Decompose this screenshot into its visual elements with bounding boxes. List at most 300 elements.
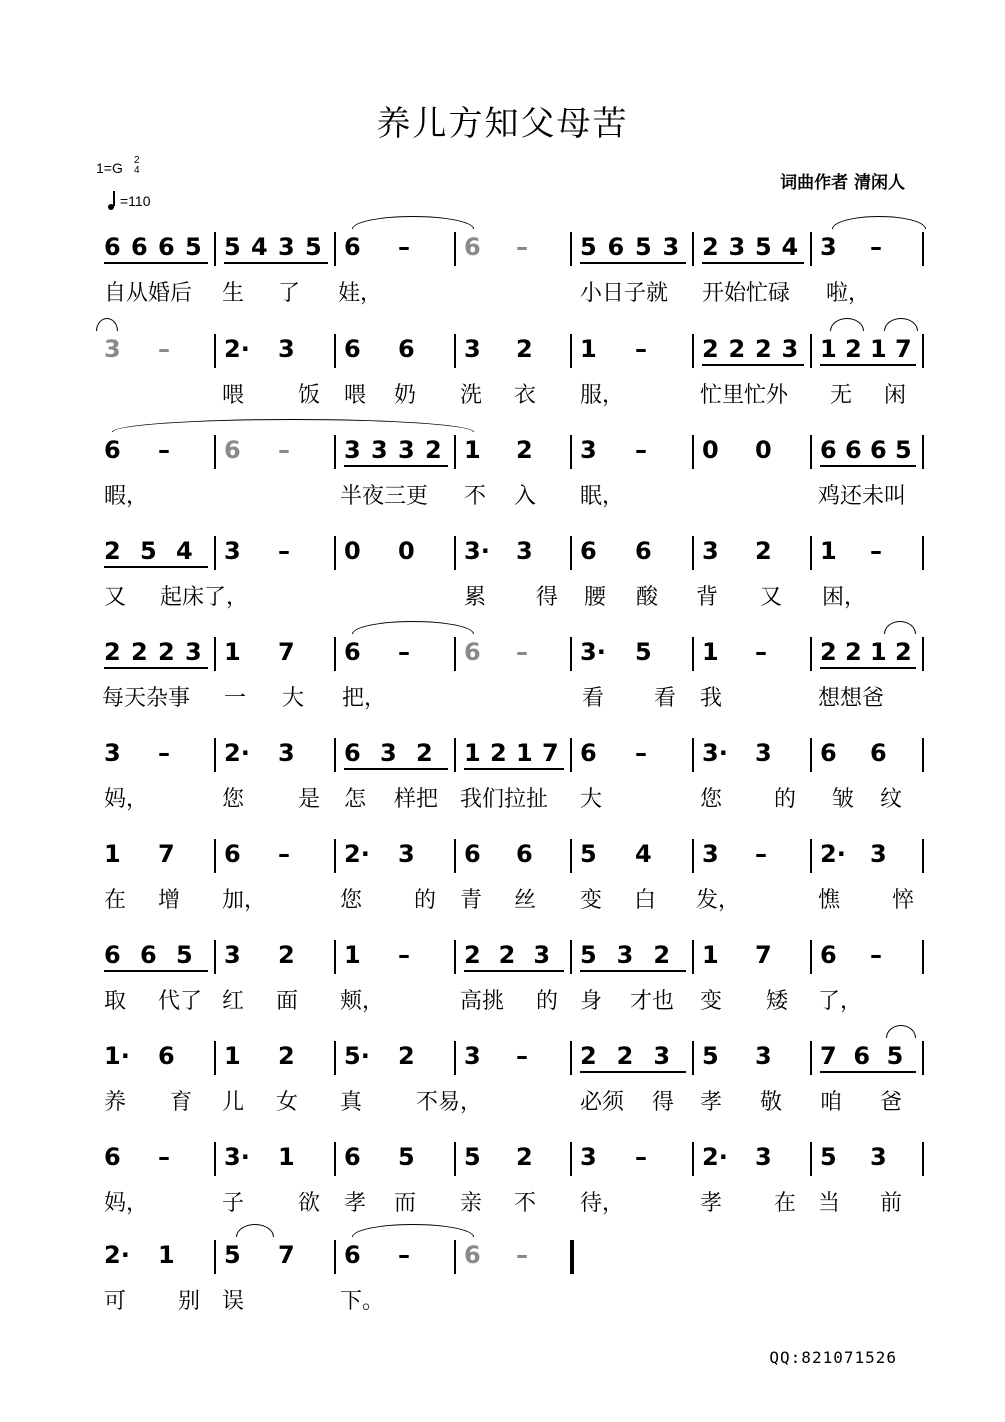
note-digit: 6 (224, 436, 241, 464)
lyric-word: 又 (760, 585, 783, 610)
note-digit: 2 (278, 1042, 295, 1070)
dash-mark: – (278, 840, 290, 868)
lyric-word: 爸 (880, 1090, 903, 1115)
note-digit: 6 (580, 537, 597, 565)
note-digit: 6 (853, 1042, 871, 1070)
note-digit: 3· (224, 1143, 250, 1171)
note-digit: 5 (224, 233, 241, 261)
barline (922, 839, 924, 873)
barline (334, 536, 336, 570)
note-digit: 2 (398, 1042, 415, 1070)
lyric-word: 矮 (766, 989, 789, 1014)
dash-mark: – (870, 233, 882, 261)
lyric-word: 背 (696, 585, 719, 610)
note-digit: 2 (616, 1042, 634, 1070)
dash-mark: – (158, 739, 170, 767)
note-digit: 2 (653, 941, 671, 969)
beam-underline (464, 768, 564, 770)
note-digit: 3 (224, 537, 241, 565)
note-digit: 2 (845, 638, 862, 666)
barline (922, 738, 924, 772)
slur-arc (352, 216, 474, 229)
lyric-word: 困， (822, 585, 867, 610)
note-digit: 3 (464, 335, 481, 363)
note-digit: 6 (344, 638, 361, 666)
lyric-word: 女 (276, 1090, 299, 1115)
barline (454, 435, 456, 469)
lyric-word: 腰 (584, 585, 607, 610)
note-digit: 3 (380, 739, 397, 767)
note-digit: 4 (781, 233, 799, 261)
note-digit: 3 (580, 436, 597, 464)
lyric-word: 奶 (394, 383, 417, 408)
lyric-word: 身 (580, 989, 603, 1014)
note-digit: 0 (398, 537, 415, 565)
dash-mark: – (278, 537, 290, 565)
lyric-word: 了 (278, 281, 301, 306)
lyric-word: 娃， (338, 281, 383, 306)
barline (692, 536, 694, 570)
lyric-word: 忙里忙外 (700, 383, 789, 408)
beam-underline (820, 1071, 916, 1073)
note-digit: 2 (516, 335, 533, 363)
barline (810, 839, 812, 873)
beam-underline (580, 262, 686, 264)
note-digit: 2· (820, 840, 846, 868)
note-digit: 5 (580, 233, 597, 261)
lyric-word: 儿 (222, 1090, 245, 1115)
note-digit: 3 (104, 739, 121, 767)
dash-mark: – (278, 436, 290, 464)
beam-underline (464, 970, 564, 972)
note-digit: 6 (131, 233, 148, 261)
note-digit: 3 (278, 739, 295, 767)
barline (214, 435, 216, 469)
lyric-word: 丝 (514, 888, 537, 913)
lyric-word: 酸 (636, 585, 659, 610)
barline (692, 334, 694, 368)
lyric-word: 入 (514, 484, 537, 509)
barline (334, 232, 336, 266)
lyric-line (0, 883, 1005, 913)
barline (810, 1041, 812, 1075)
barline (454, 334, 456, 368)
barline (810, 435, 812, 469)
note-digit: 3 (653, 1042, 671, 1070)
lyric-word: 妈， (104, 1191, 149, 1216)
barline (454, 536, 456, 570)
note-digit: 2 (278, 941, 295, 969)
note-digit: 3 (278, 335, 295, 363)
lyric-word: 一 (224, 686, 247, 711)
note-digit: 6 (870, 436, 887, 464)
time-top: 2 (134, 155, 140, 166)
barline (692, 435, 694, 469)
dash-mark: – (158, 335, 170, 363)
lyric-word: 加， (222, 888, 267, 913)
note-digit: 3· (580, 638, 606, 666)
note-digit: 0 (755, 436, 772, 464)
dash-mark: – (398, 941, 410, 969)
note-digit: 4 (635, 840, 652, 868)
contact-qq: QQ:821071526 (769, 1348, 897, 1367)
lyric-word: 眠， (580, 484, 625, 509)
beam-underline (820, 465, 916, 467)
note-digit: 3 (702, 537, 719, 565)
beam-underline (820, 667, 916, 669)
lyric-word: 子 (222, 1191, 245, 1216)
barline (922, 940, 924, 974)
note-digit: 2 (895, 638, 912, 666)
lyric-line (0, 276, 1005, 306)
lyric-word: 想想爸 (818, 686, 885, 711)
beam-underline (104, 970, 208, 972)
lyric-word: 又 (104, 585, 127, 610)
note-digit: 2 (131, 638, 148, 666)
beam-underline (820, 364, 916, 366)
note-digit: 3 (371, 436, 388, 464)
lyric-word: 怎 (344, 787, 367, 812)
time-signature (134, 156, 140, 176)
note-digit: 2 (755, 537, 772, 565)
note-digit: 3 (755, 739, 772, 767)
note-line (0, 1142, 1005, 1182)
lyric-word: 下。 (340, 1289, 385, 1314)
lyric-word: 啦， (826, 281, 871, 306)
note-digit: 5 (464, 1143, 481, 1171)
lyric-word: 待， (580, 1191, 625, 1216)
dash-mark: – (516, 233, 528, 261)
note-digit: 6 (464, 1241, 481, 1269)
slur-arc (352, 621, 474, 634)
barline (570, 637, 572, 671)
barline (214, 232, 216, 266)
lyric-word: 真 (340, 1090, 363, 1115)
note-digit: 3 (755, 1143, 772, 1171)
beam-underline (580, 970, 686, 972)
lyric-word: 起床了， (160, 585, 249, 610)
note-digit: 2 (516, 1143, 533, 1171)
lyric-word: 红 (222, 989, 245, 1014)
note-line (0, 738, 1005, 778)
note-line (0, 1240, 1005, 1280)
lyric-word: 误 (222, 1289, 245, 1314)
barline (334, 334, 336, 368)
lyric-word: 喂 (344, 383, 367, 408)
lyric-word: 暇， (104, 484, 149, 509)
beam-underline (580, 1071, 686, 1073)
lyric-word: 的 (774, 787, 797, 812)
note-digit: 7 (542, 739, 559, 767)
lyric-word: 发， (696, 888, 741, 913)
lyric-word: 是 (298, 787, 321, 812)
lyric-word: 生 (222, 281, 245, 306)
barline (454, 637, 456, 671)
note-digit: 1 (278, 1143, 295, 1171)
barline (692, 1142, 694, 1176)
slur-arc (96, 318, 118, 331)
lyric-word: 孝 (700, 1090, 723, 1115)
note-digit: 3· (464, 537, 490, 565)
lyric-word: 小日子就 (580, 281, 669, 306)
lyric-line (0, 1085, 1005, 1115)
dash-mark: – (870, 537, 882, 565)
barline (692, 1041, 694, 1075)
lyric-word: 欲 (298, 1191, 321, 1216)
lyric-word: 了， (818, 989, 863, 1014)
lyric-word: 妈， (104, 787, 149, 812)
note-digit: 5 (755, 233, 772, 261)
note-digit: 2 (702, 335, 719, 363)
note-digit: 2· (104, 1241, 130, 1269)
note-line (0, 334, 1005, 374)
lyric-word: 当 (818, 1191, 841, 1216)
lyric-word: 代了 (158, 989, 203, 1014)
barline (570, 435, 572, 469)
note-digit: 5 (580, 840, 597, 868)
barline (334, 738, 336, 772)
note-digit: 5 (398, 1143, 415, 1171)
barline (214, 738, 216, 772)
note-digit: 3 (278, 233, 295, 261)
note-line (0, 839, 1005, 879)
dash-mark: – (158, 436, 170, 464)
lyric-word: 才也 (630, 989, 675, 1014)
note-digit: 2 (425, 436, 442, 464)
note-line (0, 435, 1005, 475)
beam-underline (702, 262, 804, 264)
barline (570, 536, 572, 570)
barline (454, 1240, 456, 1274)
lyric-word: 皱 (832, 787, 855, 812)
note-digit: 3 (533, 941, 551, 969)
lyric-word: 样把 (394, 787, 439, 812)
note-digit: 1 (516, 739, 533, 767)
note-digit: 2 (104, 638, 121, 666)
lyric-word: 我 (700, 686, 723, 711)
lyric-word: 增 (158, 888, 181, 913)
lyric-line (0, 580, 1005, 610)
key-label: 1=G (96, 160, 123, 176)
barline (454, 1041, 456, 1075)
lyric-word: 的 (536, 989, 559, 1014)
barline (214, 536, 216, 570)
lyric-word: 亲 (460, 1191, 483, 1216)
slur-arc (832, 216, 926, 229)
note-digit: 3 (104, 335, 121, 363)
note-line (0, 232, 1005, 272)
lyric-word: 憔 (818, 888, 841, 913)
note-digit: 6 (580, 739, 597, 767)
note-digit: 3 (781, 335, 799, 363)
barline (570, 738, 572, 772)
note-digit: 1 (224, 638, 241, 666)
song-title: 养儿方知父母苦 (376, 104, 629, 144)
note-digit: 1 (224, 1042, 241, 1070)
note-digit: 1· (104, 1042, 130, 1070)
lyric-word: 喂 (222, 383, 245, 408)
note-digit: 3 (344, 436, 361, 464)
barline (334, 839, 336, 873)
beam-underline (104, 667, 208, 669)
barline (334, 435, 336, 469)
note-digit: 6 (516, 840, 533, 868)
lyric-line (0, 378, 1005, 408)
note-digit: 2· (224, 739, 250, 767)
note-digit: 2 (104, 537, 121, 565)
barline (334, 1041, 336, 1075)
dash-mark: – (516, 638, 528, 666)
note-digit: 1 (464, 436, 481, 464)
note-digit: 2 (498, 941, 516, 969)
lyric-word: 大 (580, 787, 603, 812)
barline (570, 1041, 572, 1075)
note-digit: 7 (278, 638, 295, 666)
note-digit: 1 (158, 1241, 175, 1269)
lyric-word: 取 (104, 989, 127, 1014)
lyric-word: 不易， (416, 1090, 483, 1115)
lyric-word: 无 (830, 383, 853, 408)
lyric-word: 看 (582, 686, 605, 711)
note-digit: 7 (895, 335, 912, 363)
slur-arc (884, 621, 916, 634)
dash-mark: – (635, 1143, 647, 1171)
note-digit: 3 (224, 941, 241, 969)
barline (810, 637, 812, 671)
note-digit: 5 (635, 233, 652, 261)
note-line (0, 637, 1005, 677)
lyric-word: 我们拉扯 (460, 787, 549, 812)
barline (454, 232, 456, 266)
note-line (0, 536, 1005, 576)
lyric-word: 前 (880, 1191, 903, 1216)
note-digit: 6 (344, 1241, 361, 1269)
barline (570, 1142, 572, 1176)
note-digit: 2 (516, 436, 533, 464)
note-digit: 7 (755, 941, 772, 969)
note-digit: 1 (580, 335, 597, 363)
lyric-word: 在 (104, 888, 127, 913)
barline (692, 738, 694, 772)
lyric-word: 把， (342, 686, 387, 711)
lyric-word: 得 (536, 585, 559, 610)
note-digit: 6 (845, 436, 862, 464)
lyric-word: 面 (276, 989, 299, 1014)
lyric-word: 得 (652, 1090, 675, 1115)
note-digit: 7 (278, 1241, 295, 1269)
beam-underline (702, 364, 804, 366)
slur-arc (830, 318, 864, 331)
slur-arc (112, 419, 474, 432)
beam-underline (104, 566, 208, 568)
lyric-word: 开始忙碌 (702, 281, 791, 306)
note-digit: 6 (464, 233, 481, 261)
barline (922, 334, 924, 368)
barline (214, 1240, 216, 1274)
note-digit: 5 (140, 537, 157, 565)
note-digit: 6 (104, 233, 121, 261)
slur-arc (886, 1025, 916, 1038)
barline (922, 435, 924, 469)
barline (214, 334, 216, 368)
dash-mark: – (398, 638, 410, 666)
note-digit: 4 (251, 233, 268, 261)
note-digit: 2 (820, 638, 837, 666)
note-digit: 3 (662, 233, 680, 261)
barline (922, 536, 924, 570)
note-digit: 5 (580, 941, 597, 969)
lyric-word: 的 (414, 888, 437, 913)
note-digit: 6 (870, 739, 887, 767)
dash-mark: – (516, 1042, 528, 1070)
barline (810, 1142, 812, 1176)
barline (214, 940, 216, 974)
slur-arc (236, 1224, 274, 1237)
lyric-word: 变 (580, 888, 603, 913)
beam-underline (344, 768, 448, 770)
note-digit: 5 (185, 233, 202, 261)
note-digit: 3 (870, 840, 887, 868)
time-bottom: 4 (134, 165, 140, 176)
dash-mark: – (516, 1241, 528, 1269)
slur-arc (884, 318, 918, 331)
lyric-word: 洗 (460, 383, 483, 408)
barline (922, 232, 924, 266)
barline (810, 232, 812, 266)
lyric-word: 闲 (884, 383, 907, 408)
note-line (0, 940, 1005, 980)
barline (922, 1041, 924, 1075)
note-digit: 7 (820, 1042, 837, 1070)
barline (922, 637, 924, 671)
barline (214, 1142, 216, 1176)
barline (810, 536, 812, 570)
note-digit: 3 (702, 840, 719, 868)
lyric-word: 纹 (880, 787, 903, 812)
barline (810, 738, 812, 772)
note-digit: 5 (895, 436, 912, 464)
barline (334, 940, 336, 974)
note-digit: 3 (728, 233, 746, 261)
note-digit: 5 (820, 1143, 837, 1171)
note-digit: 2 (728, 335, 746, 363)
dash-mark: – (398, 233, 410, 261)
dash-mark: – (635, 335, 647, 363)
note-digit: 2 (845, 335, 862, 363)
note-digit: 3 (398, 840, 415, 868)
note-digit: 3 (580, 1143, 597, 1171)
barline (334, 1142, 336, 1176)
note-digit: 0 (702, 436, 719, 464)
note-digit: 6 (158, 233, 175, 261)
note-digit: 3 (820, 233, 837, 261)
note-digit: 6 (224, 840, 241, 868)
lyric-word: 孝 (344, 1191, 367, 1216)
note-digit: 6 (344, 739, 361, 767)
barline (922, 1142, 924, 1176)
beam-underline (344, 465, 448, 467)
barline (570, 839, 572, 873)
tempo-value: =110 (120, 193, 151, 209)
lyric-word: 别 (178, 1289, 201, 1314)
note-digit: 5 (702, 1042, 719, 1070)
lyric-word: 养 (104, 1090, 127, 1115)
note-digit: 6 (607, 233, 625, 261)
note-digit: 1 (870, 335, 887, 363)
note-digit: 6 (398, 335, 415, 363)
dash-mark: – (635, 739, 647, 767)
lyric-word: 悴 (892, 888, 915, 913)
